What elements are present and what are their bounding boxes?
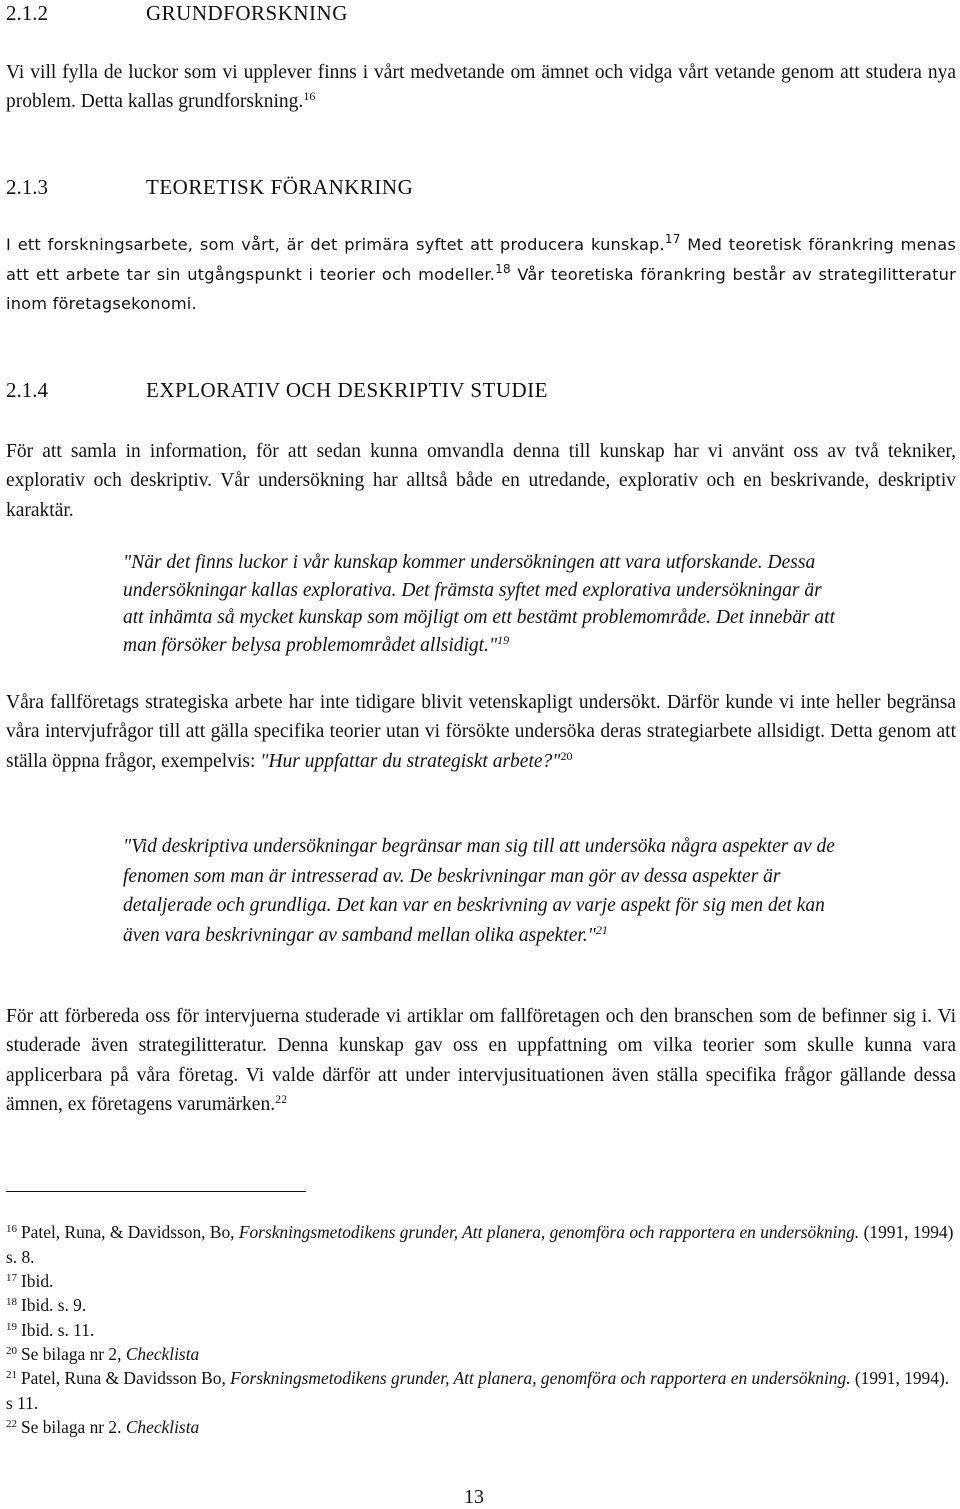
italic-text: Checklista bbox=[125, 1417, 200, 1437]
footnote bbox=[6, 1220, 956, 1269]
body-paragraph bbox=[6, 1002, 956, 1119]
footnote-ref: 22 bbox=[275, 1091, 288, 1106]
footnote-number: 20 bbox=[6, 1345, 17, 1357]
footnote-number: 19 bbox=[6, 1321, 17, 1333]
footnote-text bbox=[6, 1222, 953, 1267]
text-run: "Vid deskriptiva undersökningar begränsar man sig till att undersöka några aspekter av de fenomen som man är intresserad av. De beskrivningar man gör av dessa aspekter är detaljerade och grundliga. Det kan var en beskrivning av varje aspekt för sig men det kan även vara beskrivningar av samband mellan olika aspekter." bbox=[123, 836, 835, 946]
text-run: Patel, Runa & Davidsson Bo, bbox=[21, 1368, 231, 1388]
footnote-text bbox=[6, 1368, 949, 1413]
section-body bbox=[6, 230, 956, 319]
text-run: Med teoretisk förankring menas att ett arbete tar sin utgångspunkt i teorier och modeller. bbox=[6, 235, 956, 284]
text-run: Ibid. bbox=[21, 1271, 54, 1291]
section-heading bbox=[6, 175, 413, 200]
footnote-separator bbox=[6, 1191, 306, 1192]
footnote bbox=[6, 1342, 956, 1367]
italic-text: Forskningsmetodikens grunder, Att planera, genomföra och rapportera en undersökning. bbox=[238, 1222, 860, 1242]
footnote-ref: 16 bbox=[303, 89, 316, 104]
footnote-number: 18 bbox=[6, 1296, 17, 1308]
text-run: Se bilaga nr 2, bbox=[21, 1344, 126, 1364]
section-heading bbox=[6, 1, 348, 26]
section-heading bbox=[6, 378, 548, 403]
footnote bbox=[6, 1366, 956, 1415]
footnote bbox=[6, 1318, 956, 1343]
text-run: Se bilaga nr 2. bbox=[21, 1417, 126, 1437]
text-run: "När det finns luckor i vår kunskap kommer undersökningen att vara utforskande. Dessa undersökningar kallas explorativa. Det främsta syftet med explorativa undersökningar är att inhämta så mycket kunskap som möjligt om ett bestämt problemområde. Det innebär att man försöker belysa problemområdet allsidigt." bbox=[123, 552, 836, 656]
footnote-ref: 20 bbox=[560, 748, 573, 763]
footnote-text bbox=[21, 1320, 94, 1340]
footnote-text bbox=[21, 1344, 199, 1364]
page-number: 13 bbox=[464, 1486, 484, 1508]
section-body bbox=[6, 58, 956, 117]
footnote-ref: 18 bbox=[495, 261, 511, 276]
italic-text: Forskningsmetodikens grunder, Att planera, genomföra och rapportera en undersökning. bbox=[230, 1368, 851, 1388]
italic-text: Checklista bbox=[125, 1344, 200, 1364]
text-run: (1991, 1994) s. 8. bbox=[6, 1222, 954, 1267]
text-run: Patel, Runa, & Davidsson, Bo, bbox=[21, 1222, 239, 1242]
footnote-ref: 17 bbox=[664, 232, 681, 246]
block-quote bbox=[123, 549, 843, 659]
footnote bbox=[6, 1293, 956, 1318]
footnote bbox=[6, 1269, 956, 1294]
footnote-number: 22 bbox=[6, 1418, 17, 1430]
section-number: 2.1.4 bbox=[6, 378, 48, 402]
text-run: Ibid. s. 9. bbox=[21, 1295, 87, 1315]
italic-text: "Hur uppfattar du strategiskt arbete?" bbox=[260, 750, 561, 772]
text-run: (1991, 1994). s 11. bbox=[6, 1368, 950, 1413]
footnote-number: 16 bbox=[6, 1223, 17, 1235]
text-run: För att samla in information, för att sedan kunna omvandla denna till kunskap har vi använt oss av två tekniker, explorativ och deskriptiv. Vår undersökning har alltså både en utredande, explorativ och en beskrivande, deskriptiv karaktär. bbox=[6, 441, 956, 521]
footnote-number: 21 bbox=[6, 1369, 17, 1381]
footnote-text bbox=[21, 1271, 53, 1291]
block-quote bbox=[123, 832, 843, 950]
section-number: 2.1.3 bbox=[6, 175, 48, 199]
document-page bbox=[6, 0, 956, 1509]
section-number: 2.1.2 bbox=[6, 1, 48, 25]
footnote-text bbox=[21, 1295, 86, 1315]
footnote bbox=[6, 1415, 956, 1440]
text-run: Vår teoretiska förankring består av strategilitteratur inom företagsekonomi. bbox=[6, 264, 956, 313]
text-run: I ett forskningsarbete, som vårt, är det primära syftet att producera kunskap. bbox=[6, 235, 665, 254]
section-title: EXPLORATIV OCH DESKRIPTIV STUDIE bbox=[146, 378, 548, 402]
text-run: Våra fallföretags strategiska arbete har inte tidigare blivit vetenskapligt undersökt. Därför kunde vi inte heller begränsa våra intervjufrågor till att gälla specifika teorier utan vi försökte undersöka deras strategiarbete allsidigt. Detta genom att ställa öppna frågor, exempelvis: bbox=[6, 692, 956, 772]
footnote-ref: 21 bbox=[595, 922, 608, 937]
footnote-ref: 19 bbox=[497, 632, 510, 647]
section-title: GRUNDFORSKNING bbox=[146, 1, 348, 25]
section-body bbox=[6, 437, 956, 525]
body-paragraph bbox=[6, 688, 956, 776]
text-run: Vi vill fylla de luckor som vi upplever finns i vårt medvetande om ämnet och vidga vårt vetande genom att studera nya problem. Detta kallas grundforskning. bbox=[6, 62, 956, 113]
text-run: Ibid. s. 11. bbox=[21, 1320, 95, 1340]
footnote-number: 17 bbox=[6, 1272, 17, 1284]
text-run: För att förbereda oss för intervjuerna studerade vi artiklar om fallföretagen och den branschen som de befinner sig i. Vi studerade även strategilitteratur. Denna kunskap gav oss en uppfattning om vilka teorier som skulle kunna vara applicerbara på våra företag. Vi valde därför att under intervjusituationen även ställa specifika frågor gällande dessa ämnen, ex företagens varumärken. bbox=[6, 1006, 956, 1115]
section-title: TEORETISK FÖRANKRING bbox=[146, 175, 414, 199]
footnote-text bbox=[21, 1417, 199, 1437]
